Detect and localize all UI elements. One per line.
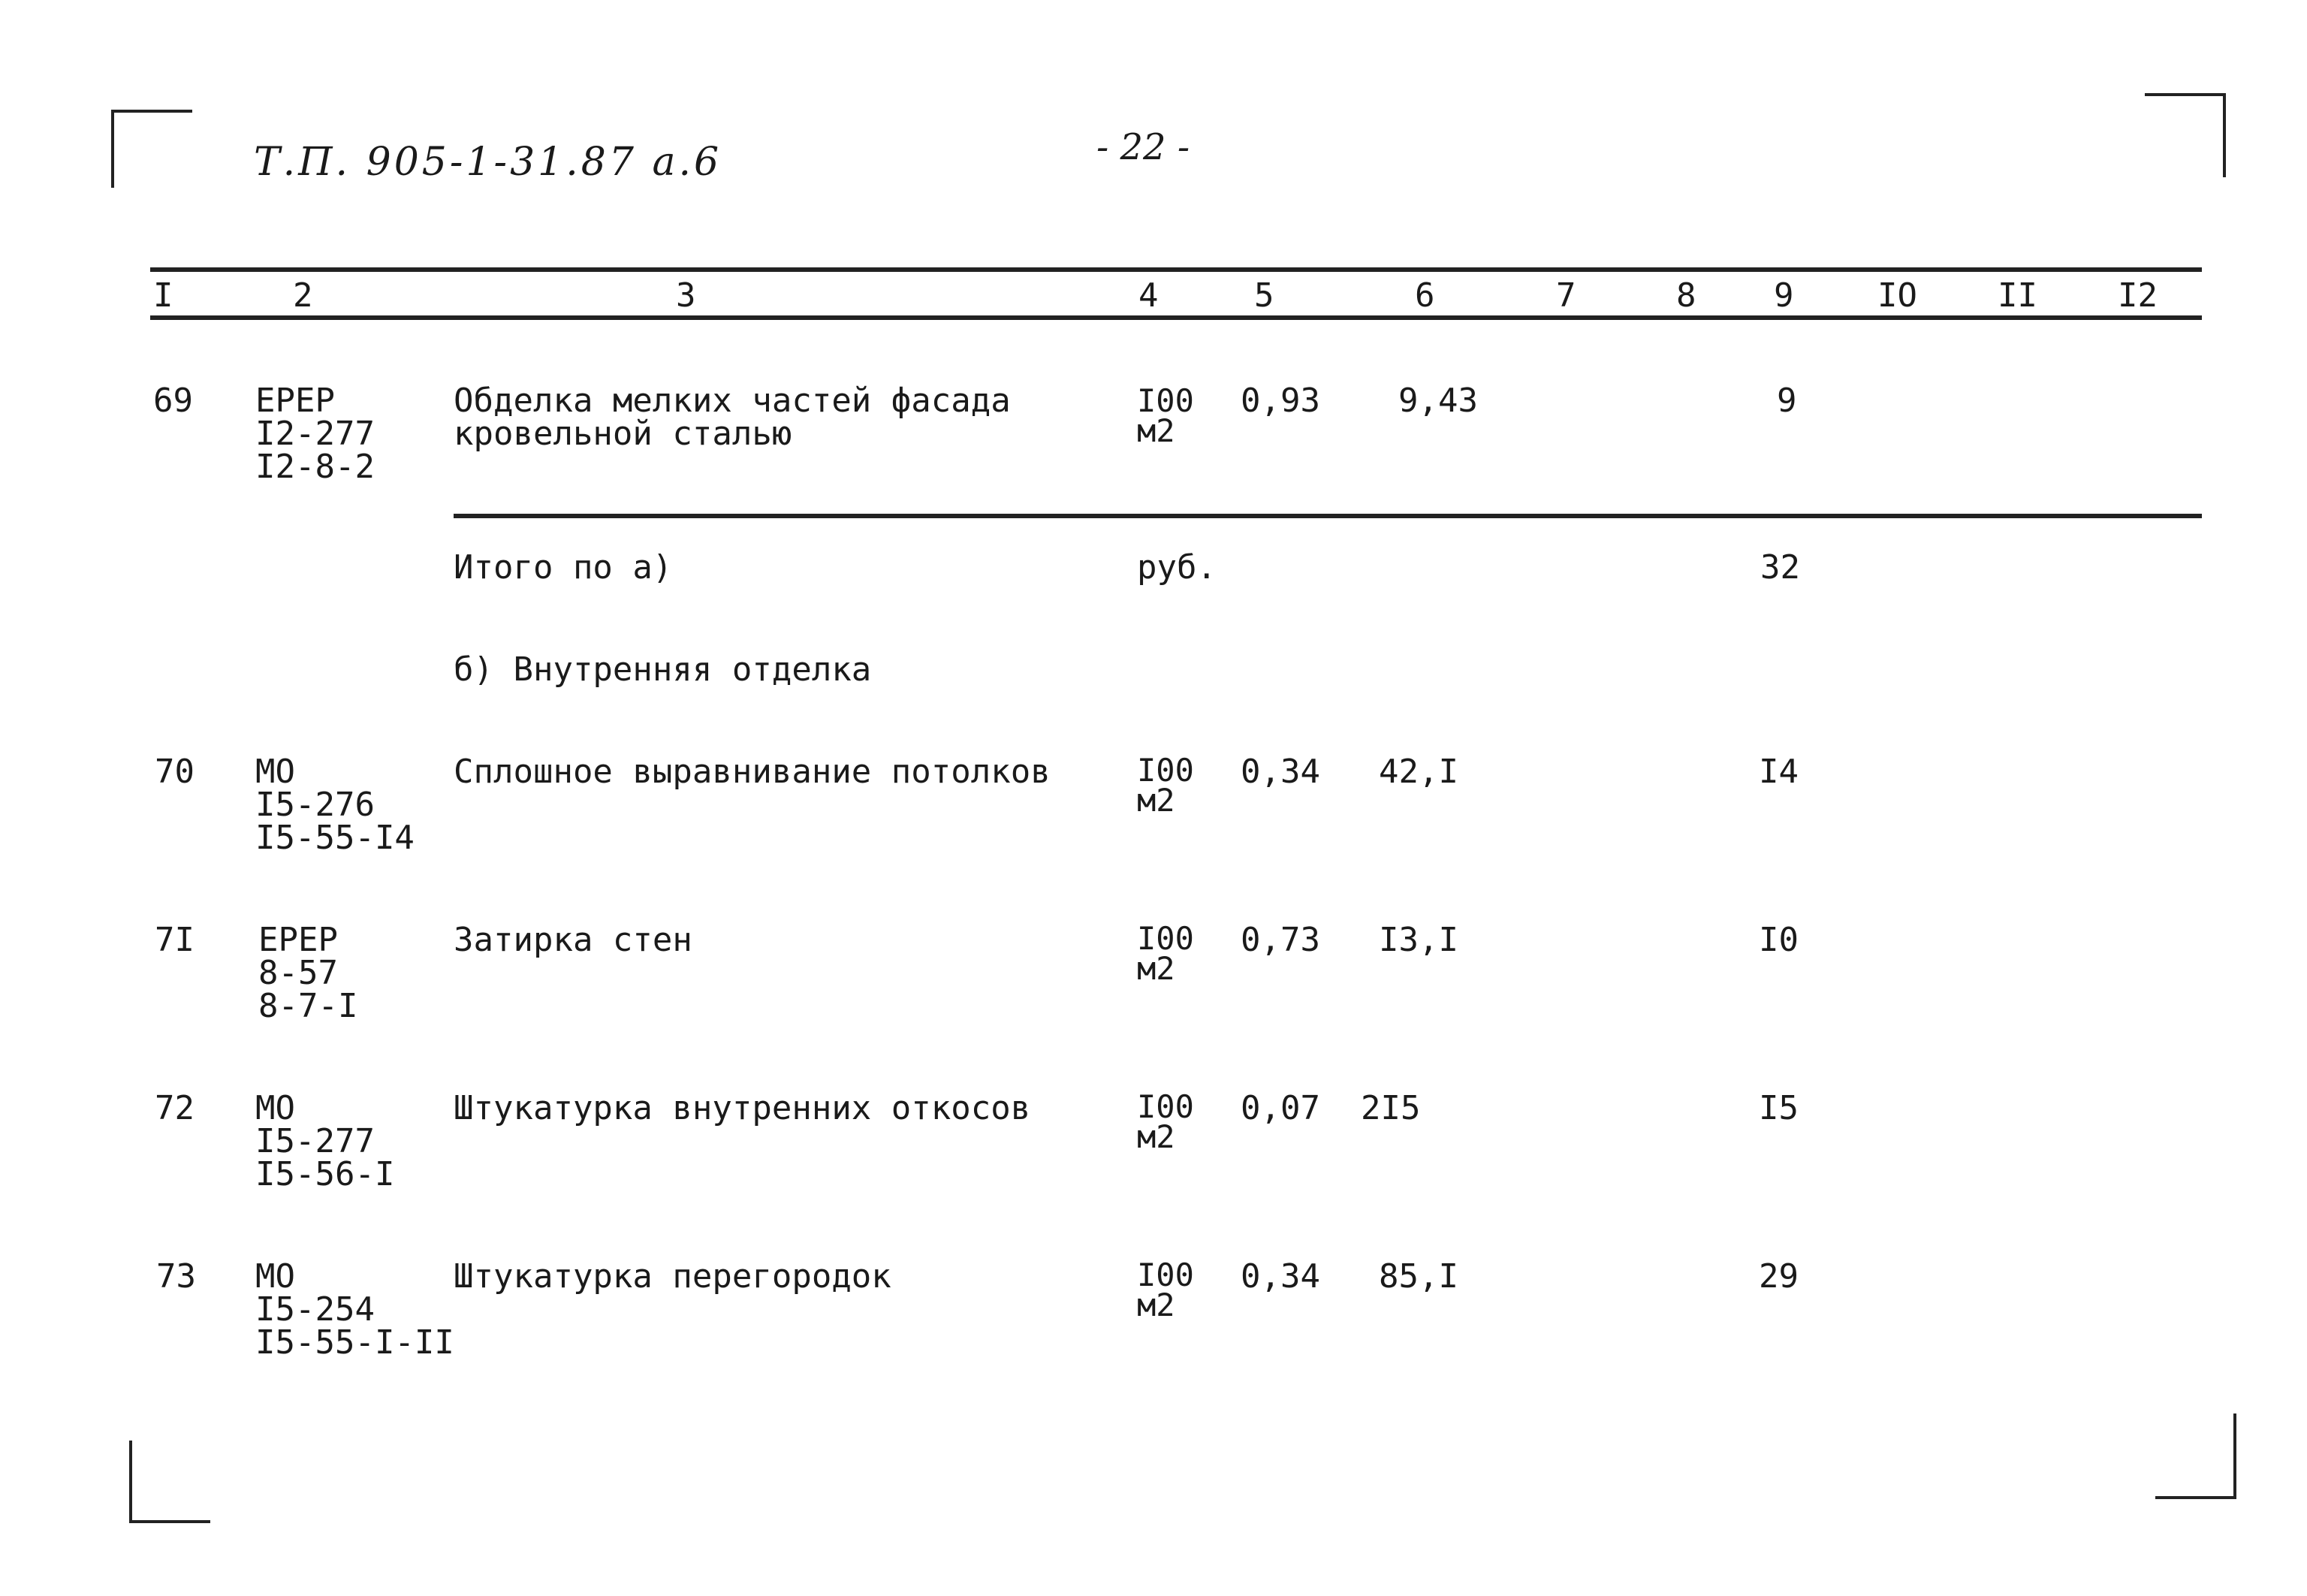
row-code: ЕРЕР I2-277 I2-8-2 — [255, 382, 375, 486]
section-heading: б) Внутренняя отделка — [454, 650, 872, 689]
subtotal-unit: руб. — [1137, 548, 1217, 587]
subtotal-rule — [454, 514, 2202, 518]
column-header-11: II — [1998, 276, 2037, 315]
row-number: 69 — [153, 382, 193, 420]
row-unit: I00 м2 — [1137, 1088, 1194, 1155]
row-number: 73 — [156, 1257, 196, 1296]
column-header-1: I — [153, 276, 173, 315]
row-unit: I00 м2 — [1137, 920, 1194, 987]
row-quantity: 0,34 — [1241, 753, 1320, 791]
row-unit-price: 2I5 — [1361, 1089, 1421, 1127]
column-header-8: 8 — [1676, 276, 1696, 315]
corner-mark-bottom-left — [129, 1441, 210, 1523]
column-header-6: 6 — [1415, 276, 1435, 315]
row-description: Штукатурка перегородок — [454, 1257, 891, 1296]
row-total: I0 — [1759, 921, 1799, 959]
column-header-2: 2 — [293, 276, 313, 315]
row-code: ЕРЕР 8-57 8-7-I — [258, 921, 358, 1025]
row-unit: I00 м2 — [1137, 382, 1194, 449]
page-number: - 22 - — [1096, 126, 1190, 168]
column-header-9: 9 — [1774, 276, 1794, 315]
row-number: 70 — [155, 753, 195, 791]
row-description: Затирка стен — [454, 921, 692, 959]
row-number: 72 — [155, 1089, 195, 1127]
row-unit-price: 85,I — [1379, 1257, 1458, 1296]
row-total: I4 — [1759, 753, 1799, 791]
table-header-top-rule — [150, 267, 2202, 272]
row-unit-price: 9,43 — [1398, 382, 1478, 420]
row-quantity: 0,07 — [1241, 1089, 1320, 1127]
column-header-3: 3 — [676, 276, 696, 315]
document-code: Т.П. 905-1-31.87 а.6 — [254, 140, 722, 185]
row-code: МО I5-276 I5-55-I4 — [255, 753, 415, 857]
column-header-10: IO — [1877, 276, 1917, 315]
column-header-5: 5 — [1254, 276, 1274, 315]
table-header-bottom-rule — [150, 315, 2202, 320]
row-code: МО I5-277 I5-56-I — [255, 1089, 395, 1193]
row-total: 29 — [1759, 1257, 1799, 1296]
row-quantity: 0,93 — [1241, 382, 1320, 420]
row-description: Штукатурка внутренних откосов — [454, 1089, 1031, 1127]
row-description: Сплошное выравнивание потолков — [454, 753, 1051, 791]
row-total: I5 — [1759, 1089, 1799, 1127]
subtotal-value: 32 — [1760, 548, 1800, 587]
row-unit-price: I3,I — [1379, 921, 1458, 959]
column-header-4: 4 — [1138, 276, 1159, 315]
corner-mark-top-right — [2145, 93, 2226, 177]
row-unit: I00 м2 — [1137, 1257, 1194, 1323]
column-header-7: 7 — [1556, 276, 1576, 315]
subtotal-label: Итого по а) — [454, 548, 673, 587]
corner-mark-top-left — [111, 110, 192, 188]
row-total: 9 — [1777, 382, 1797, 420]
row-quantity: 0,34 — [1241, 1257, 1320, 1296]
row-description: Обделка мелких частей фасада кровельной сталью — [454, 382, 1011, 453]
row-quantity: 0,73 — [1241, 921, 1320, 959]
row-code: МО I5-254 I5-55-I-II — [255, 1257, 454, 1362]
corner-mark-bottom-right — [2155, 1413, 2236, 1499]
column-header-12: I2 — [2118, 276, 2158, 315]
row-unit: I00 м2 — [1137, 752, 1194, 819]
row-unit-price: 42,I — [1379, 753, 1458, 791]
row-number: 7I — [155, 921, 195, 959]
